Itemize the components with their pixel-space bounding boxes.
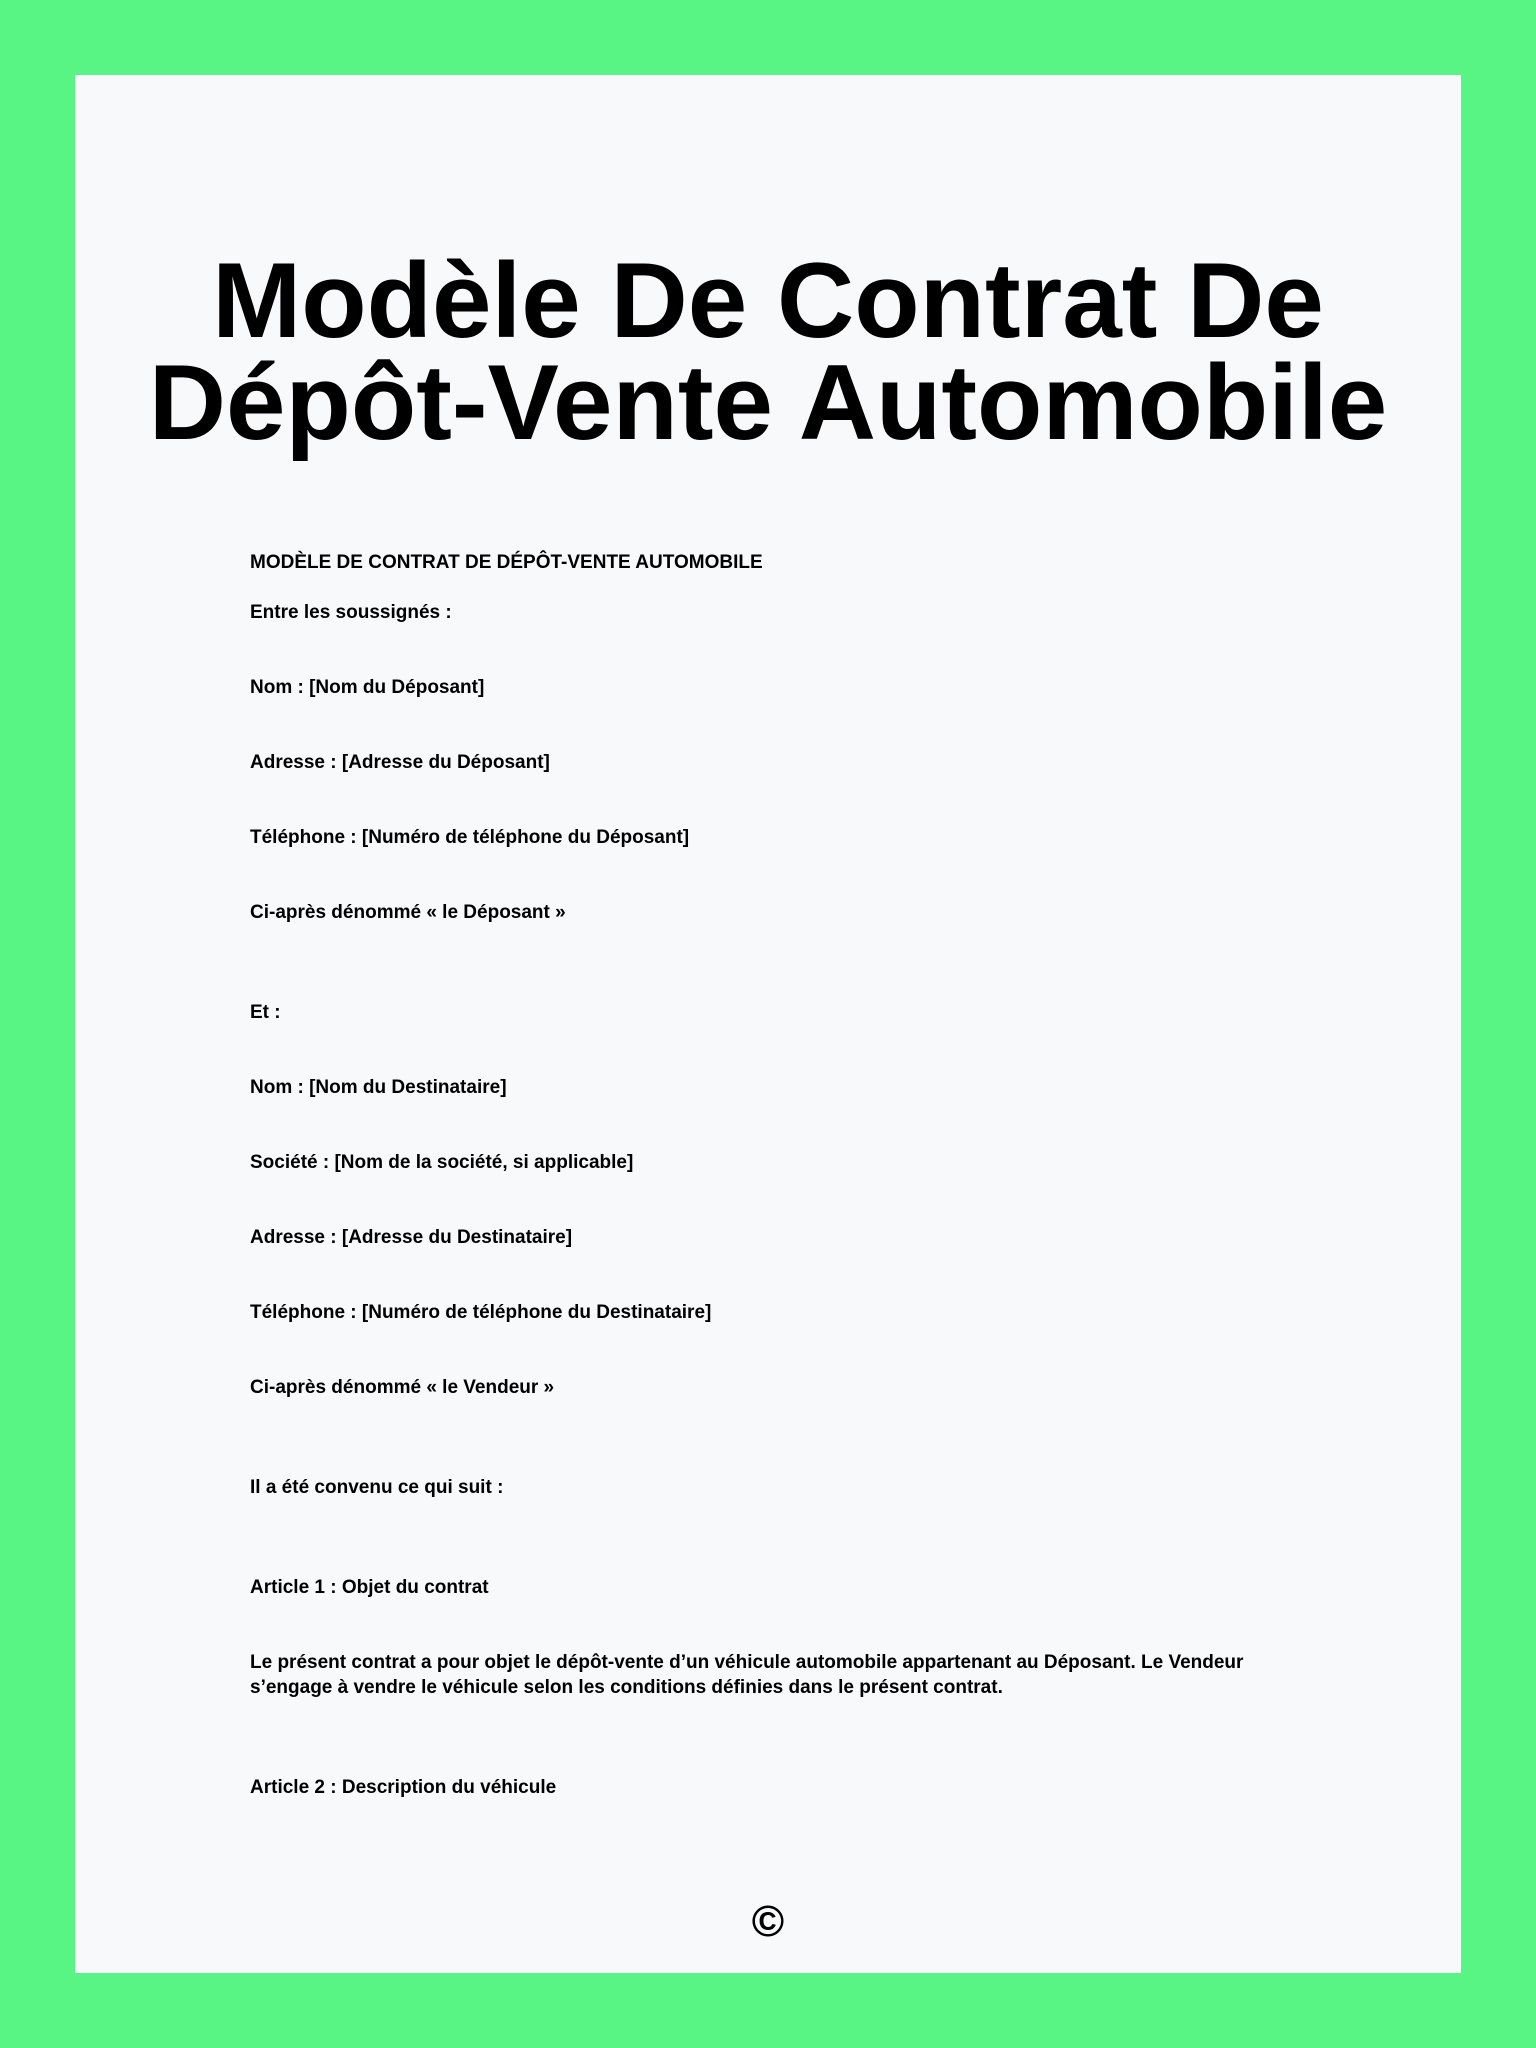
seller-name: Nom : [Nom du Destinataire] bbox=[250, 1077, 507, 1098]
title-line-2: Dépôt-Vente Automobile bbox=[148, 342, 1388, 462]
document-title bbox=[75, 240, 1461, 462]
article-2-heading: Article 2 : Description du véhicule bbox=[250, 1777, 557, 1798]
depositor-name: Nom : [Nom du Déposant] bbox=[250, 677, 485, 698]
copyright-icon: © bbox=[751, 1897, 785, 1946]
article-1-body: Le présent contrat a pour objet le dépôt-vente d’un véhicule automobile appartenant au Déposant. Le Vendeur s’engage à vendre le véhicule selon les conditions définies dans le présent contrat. bbox=[250, 1652, 1244, 1698]
and-text: Et : bbox=[250, 1002, 281, 1023]
depositor-address: Adresse : [Adresse du Déposant] bbox=[250, 752, 550, 773]
article-1-heading: Article 1 : Objet du contrat bbox=[250, 1577, 489, 1598]
title-line-1: Modèle De Contrat De bbox=[212, 240, 1324, 360]
contract-heading: MODÈLE DE CONTRAT DE DÉPÔT-VENTE AUTOMOBILE bbox=[250, 552, 763, 573]
seller-designation: Ci-après dénommé « le Vendeur » bbox=[250, 1377, 555, 1398]
seller-address: Adresse : [Adresse du Destinataire] bbox=[250, 1227, 573, 1248]
seller-phone: Téléphone : [Numéro de téléphone du Destinataire] bbox=[250, 1302, 712, 1323]
seller-company: Société : [Nom de la société, si applicable] bbox=[250, 1152, 634, 1173]
intro-text: Entre les soussignés : bbox=[250, 602, 452, 623]
document-page bbox=[75, 75, 1461, 1973]
agreed-text: Il a été convenu ce qui suit : bbox=[250, 1477, 504, 1498]
depositor-phone: Téléphone : [Numéro de téléphone du Déposant] bbox=[250, 827, 690, 848]
depositor-designation: Ci-après dénommé « le Déposant » bbox=[250, 902, 566, 923]
